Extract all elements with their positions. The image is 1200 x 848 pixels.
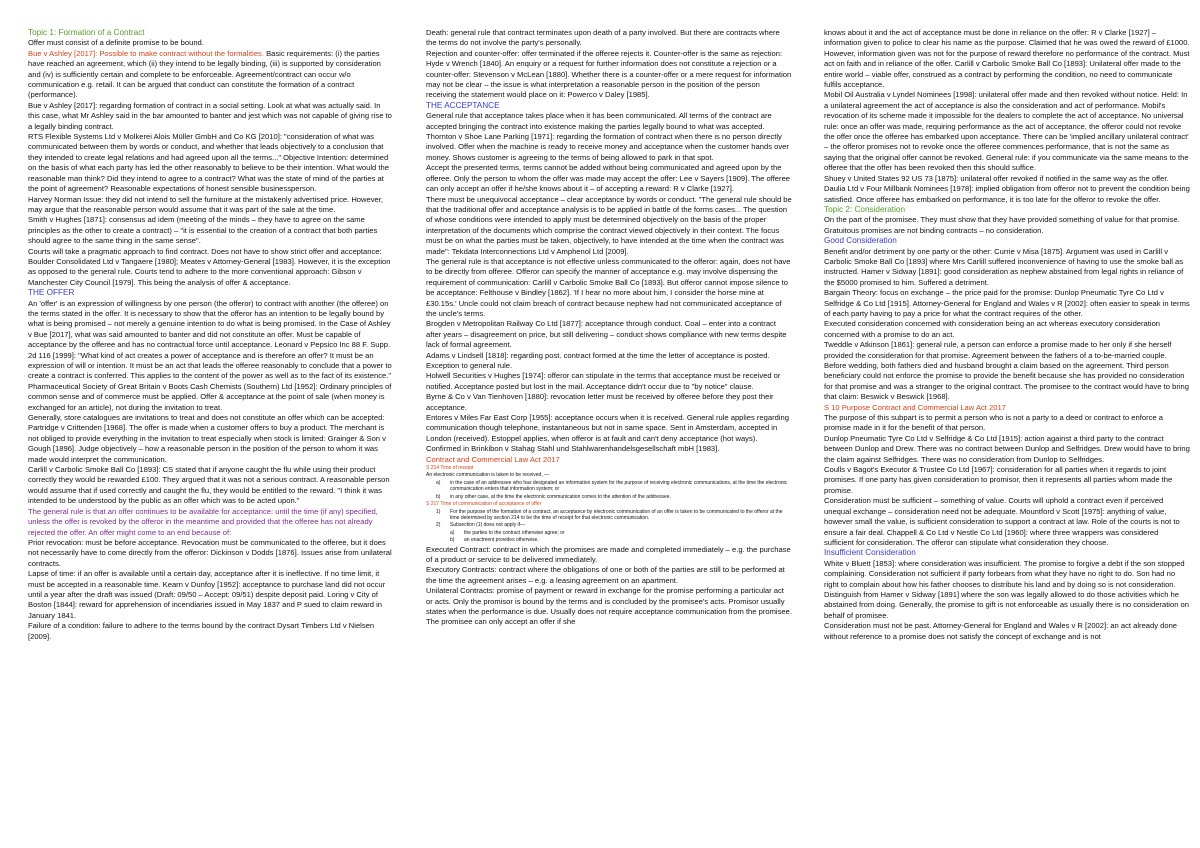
paragraph: Mobil Oil Australia v Lyndel Nominees [1998]: unilateral offer made and then revoked without notice. Held: In a unilateral agreement the act of acceptance is also the consideration and act of performance. Mobil's revocation of its scheme made it impossible for the dealers to complete the act of acceptance. No universal rule: once an offer was made, requiring performance as the act of acceptance, the offeror could not revoke the offer once the offeree has embarked upon acceptance. There can be 'implied ancillary unilateral contract' – the offeror promises not to revoke once the offeree commences performance, that is not the same as saying that the original offer cannot be revoked. General rule: if you communicate via the same means to the offeree that the offer has been revoked then this should suffice. [824,90,1189,173]
statute-clause: a) in the case of an addressee who has designated an information system for the purpose of receiving electronic communications, at the time the electronic communication enters that information system; or [436,479,788,493]
column-right [824,28,1190,842]
paragraph: Bargain Theory: focus on exchange – the price paid for the promise: Dunlop Pneumatic Tyre Co Ltd v Selfridge & Co Ltd [1915]. Attorney-General for England and Wales v R [2002]: often easier to speak in terms of each party having to pay a price for what the contract requires of the other. [824,288,1190,318]
paragraph: Pharmaceutical Society of Great Britain v Boots Cash Chemists (Southern) Ltd [1952]: Ordinary principles of common sense and of commerce must be applied. Offer & acceptance at the point of sale (when money is exchanged for an article), not during the invitation to treat. [28,381,392,412]
column-left [28,28,394,842]
paragraph: Unilateral Contracts: promise of payment or reward in exchange for the promise performing a particular act or acts. Only the promisor is bound by the terms and is concluded by the promisee's acts. Promisor usually states when the performance is due. Usually does not require acceptance communication from the promisee. The promisee can only accept an offer if she [426,586,792,627]
paragraph: Executory Contracts: contract where the obligations of one or both of the parties are still to be performed at the time the agreement arises – e.g. a leasing agreement on an apartment. [426,565,785,585]
paragraph: The general rule is that acceptance is not effective unless communicated to the offeror: again, does not have to be directly from offeree. Offeror can specify the manner of acceptance e.g. may involve dispensing the requirement of communication: Carlill v Carbolic Smoke Ball Co [1893]. But offeror cannot impose silence to be acceptance: Felthouse v Bindley [1862]. 'If I hear no more about him, I consider the horse mine at £30.15s.' Uncle could not claim breach of contract because nephew had not communicated acceptance of the uncle's terms. [426,256,791,318]
paragraph: Offer must consist of a definite promise to be bound. [28,38,204,48]
paragraph: Carlill v Carbolic Smoke Ball Co [1893]: CS stated that if anyone caught the flu while using their product correctly they would be rewarded £100. They argued that it was not a serious contract. A reasonable person would assume that if used correctly and caught the flu, they would be entitled to the reward. "I think it was intended to be understood by the public as an offer which was to be acted upon." [28,465,390,506]
paragraph: On the part of the promisee. They must show that they have provided something of value for that promise. Gratuitous promises are not binding contracts – no consideration. [824,215,1180,235]
paragraph: Executed consideration concerned with consideration being an act whereas executory consideration concerned with a promise to do an act. [824,319,1161,339]
paragraph: Smith v Hughes [1871]: consensus ad idem (meeting of the minds – they have to agree on the same principles as the other to create a contract) – "it is essential to the creation of a contract that both parties should agree to the same thing in the same sense". [28,215,378,246]
paragraph: Harvey Norman Issue: they did not intend to sell the furniture at the mistakenly advertised price. However, may argue that the reasonable person would assume that it was part of the sale at the time. [28,194,383,214]
paragraph: Lapse of time: if an offer is available until a certain day, acceptance after it is ineffective. If no time limit, it must be accepted in a reasonable time. Kearn v Dunfoy [1952]: acceptance to purchase land did not occur until a year after the draft was issued (Draft: 09/50 – Accept: 09/51) despite deposit paid. Loring v City of Boston [1844]: reward for apprehension of incendiaries issued in May 1837 and P sued to claim reward in January 1841. [28,569,386,620]
case-citation: Bue v Ashley [2017]: [28,48,100,58]
statute-clause: 1) For the purpose of the formation of a contract, an acceptance by electronic communication of an offer is taken to be communicated to the offeror at the time determined by section 214 to be the time of receipt for that electronic communication. [436,508,783,521]
statute-subclause: b) an enactment provides otherwise. [450,537,539,544]
paragraph: Byrne & Co v Van Tienhoven [1880]: revocation letter must be received by offeree before they post their acceptance. [426,392,774,412]
statute-text: An electronic communication is taken to be received, — [426,472,550,479]
paragraph: Executed Contract: contract in which the promises are made and completed immediately – e.g. the purchase of a product or service to be delivered immediately. [426,544,791,564]
paragraph: Death: general rule that contract terminates upon death of a party involved. But there are contracts where the terms do not involve the party's personally. [426,28,780,48]
paragraph: Thornton v Shoe Lane Parking [1971]: regarding the formation of contract when there is no person directly involved. Offer when the machine is ready to receive money and acceptance when the customer hands over money. Shows customer is agreeing to the terms of being allowed to park in that spot. [426,132,789,162]
paragraph: Rejection and counter-offer: offer terminated if the offeree rejects it. Counter-offer is the same as rejection: Hyde v Wrench [1840]. An enquiry or a request for further information does not constitute a rejection or a counter-offer: Stevenson v McLean [1880]. Whether there is a counter-offer or a mere request for information may not be clear – the issue is what interpretation a reasonable person in the position of the person receiving the statement would place on it: Powerco v Daley [1985]. [426,48,792,100]
paragraph: There must be unequivocal acceptance – clear acceptance by words or conduct. "The general rule should be that the traditional offer and acceptance analysis is to be applied in battle of the forms cases... The question of whose conditions were intended to apply must be determined objectively on the basis of the proper interpretation of the documents which comprise the contract viewed objectively in their context. The focus must be on what the parties must be taken, objectively, to have intended at the time when the contract was made": Tekdata Interconnections Ltd v Amphenol Ltd [2009]. [426,194,792,256]
paragraph: RTS Flexible Systems Ltd v Molkerei Alois Müller GmbH and Co KG [2010]: "consideration of what was communicated between them by words or conduct, and whether that leads objectively to a conclusion that they intended to create legal relations and had agreed upon all the terms..." Objective Intention: determined on the basis of what each party has led the other reasonably to believe to be their intention. What would the reasonable man think? Did they intend to agree to a contract? What was the state of mind of the parties at the point of agreement? Reasonable expectations of honest sensible businessperson. [28,132,389,194]
paragraph: Holwell Securities v Hughes [1974]: offeror can stipulate in the terms that acceptance must be received or notified. Acceptance posted but lost in the mail. Acceptance didn't occur due to "by notice" clause. [426,371,781,391]
act-heading: Contract and Commercial Law Act 2017 [426,454,560,464]
paragraph: knows about it and the act of acceptance must be done in reliance on the offer: R v Clarke [1927] – information given to police to clear his name as the purpose. Claimed that he was owed the reward of £1000. However, information given was not for the purpose of reward therefore no performance of the contract. Must act on faith and in reliance of the offer. Carlill v Carbolic Smoke Ball Co [1893]: Unilateral offer made to the entire world – viable offer, construed as a contract by performing the condition, no need to communicate fulfils acceptance. [824,28,1190,90]
paragraph: Failure of a condition: failure to adhere to the terms bound by the contract Dysart Timbers Ltd v Nielsen [2009]. [28,621,375,641]
paragraph: Dunlop Pneumatic Tyre Co Ltd v Selfridge & Co Ltd [1915]: action against a third party to the contract between Dunlop and Drew. There was no contract between Dunlop and Selfridges. Drew would have to bring the claim against Selfridges. There was no consideration from Dunlop to Selfridges. [824,433,1190,464]
paragraph [28,49,394,101]
paragraph: Shuey v United States 92 US 73 [1875]: unilateral offer revoked if notified in the same way as the offer. [824,173,1169,183]
paragraph-body: Basic requirements: (i) the parties have reached an agreement, which (ii) they intend to be legally binding, (iii) is supported by consideration and (iv) is sufficiently certain and complete to be enforceable. Agreement/contract can occur w/o communication e.g. retail. It can be argued that conduct can constitute the formation of a contract (performance). [28,48,381,100]
paragraph: An 'offer' is an expression of willingness by one person (the offeror) to contract with another (the offeree) on the terms stated in the offer. It is necessary to show that the offeror has an intention to be legally bound by what is being promised – not merely a genuine intention to do what is being promised. In the Case of Ashley v Bue [2017], what was said amounted to banter and did not constitute an offer. Must be capable of acceptance by the offeree and has no contractual force until acceptance. Leonard v Pepsico Inc 88 F. Supp. 2d 116 [1999]: "What kind of act creates a power of acceptance and is therefore an offer? It must be an expression of will or intention. It must be an act that leads the offeree reasonably to conclude that a power to create a contract is conferred. This applies to the content of the power as well as to the fact of its existence." [28,298,392,381]
act-heading: S 10 Purpose Contract and Commercial Law Act 2017 [824,402,1006,412]
paragraph: Generally, store catalogues are invitations to treat and does not constitute an offer which can be accepted: Partridge v Crittenden [1968]. The offer is made when a customer offers to buy a product. The merchant is not obliged to provide everything in the invitation to treat especially when stock is limited: Grainger & Son v Gough [1896]. Judge objectively – how a reasonable person in the position of the person to whom it was made would interpret the communication. [28,413,386,464]
section-heading: THE OFFER [28,288,75,298]
column-middle [426,28,792,842]
statute-section-heading: S 214 Time of receipt [426,465,474,472]
paragraph: Courts will take a pragmatic approach to find contract. Does not have to show strict offer and acceptance: Boulder Consolidated Ltd v Tangaere [1980]; Meates v Attorney-General [1983]. However, it is the exception as opposed to the general rule. Courts tend to adhere to the more conventional approach: Gibson v Manchester City Council [1979]. This being the analysis of offer & acceptance. [28,246,391,287]
paragraph: Daulia Ltd v Four Millbank Nominees [1978]: implied obligation from offeror not to prevent the condition being satisfied. Once offeree has embarked on performance, it is too late for the offeror to revoke the offer. [824,184,1190,204]
statute-clause: 2) Subsection (1) does not apply if— [436,522,526,529]
paragraph: Consideration must not be past. Attorney-General for England and Wales v R [2002]: an act already done without reference to a promise does not satisfy the concept of exchange and is not [824,621,1178,641]
paragraph: Coulls v Bagot's Executor & Trustee Co Ltd [1967]: consideration for all parties when it regards to joint promises. If one party has given consideration to promisor, then it represents all parties whom made the promise. [824,465,1173,495]
paragraph: Consideration must be sufficient – something of value. Courts will uphold a contract even if perceived unequal exchange – consideration need not be adequate. Mountford v Scott [1975]: anything of value, however small the value, is sufficient consideration to support a contract at law. Role of the courts is not to ensure a fair deal. Chappell & Co Ltd v Nestle Co Ltd [1960]: where three wrappers was considered sufficient for consideration. The offeror can stipulate what consideration they choose. [824,496,1180,547]
paragraph: The general rule is that an offer continues to be available for acceptance: until the time (if any) specified, unless the offer is revoked by the offeror in the meantime and provided that the offeree has not already rejected the offer. An offer might come to an end because of: [28,506,378,537]
paragraph: Brogden v Metropolitan Railway Co Ltd [1877]: acceptance through conduct. Coal – enter into a contract after years – disagreement on price, but still delivering – conduct shows compliance with new terms despite lack of formal agreement. [426,319,787,350]
topic-heading: Topic 2: Consideration [824,204,906,214]
paragraph: The purpose of this subpart is to permit a person who is not a party to a deed or contract to enforce a promise made in it for the benefit of that person. [824,413,1163,433]
section-heading: Insufficient Consideration [824,548,916,558]
paragraph: White v Bluett [1853]: where consideration was insufficient. The promise to forgive a debt if the son stopped complaining. Consideration not sufficient if party forbears from what they have no right to do. Son had no right to complain about how his father chooses to distribute his land and by doing so is not consideration. Distinguish from Hamer v Sidway [1891] where the son was legally allowed to do those activities which he abstained from doing. Generally, the promise to gift is not enforceable as usually there is no consideration on behalf of promisee. [824,558,1189,620]
paragraph: Adams v Lindsell [1818]: regarding post. contract formed at the time the letter of acceptance is posted. Exception to general rule. [426,350,770,370]
statute-clause: b) in any other case, at the time the electronic communication comes to the attention of the addressee. [436,493,671,500]
paragraph: Tweddle v Atkinson [1861]: general rule, a person can enforce a promise made to her only if she herself provided the consideration for that promise. Agreement between the fathers of a to-be-married couple. Before wedding, both fathers died and husband brought a claim based on the agreement. Third person beneficiary could not enforce the promise to provide the benefit because she has provided no consideration for that promise and was a stranger to the original contract. The promisee to the contract would have to bring that claim: Beswick v Beswick [1968]. [824,340,1189,402]
section-heading: THE ACCEPTANCE [426,100,500,110]
paragraph: Accept the presented terms, terms cannot be added without being communicated and agreed upon by the offeree. Only the person to whom the offer was made may accept the offer: Lee v Sayers [1909]. The offeree can only accept an offer if he/she knows about it – of accepting a reward: R v Clarke [1927]. [426,163,791,194]
paragraph: General rule that acceptance takes place when it has been communicated. All terms of the contract are accepted bringing the contract into existence making the parties legally bound to what was accepted. [426,111,772,131]
paragraph: Benefit and/or detriment by one party or the other: Currie v Misa [1875]. Argument was used in Carlill v Carbolic Smoke Ball Co [1893] where Mrs Carlill suffered inconvenience of having to use the smoke ball as instructed. Hamer v Sidway [1891]: good consideration as nephew abstained from legal rights in reliance of the $5000 promised to him. Suffered a detriment. [824,246,1184,287]
topic-heading: Topic 1: Formation of a Contract [28,28,145,37]
paragraph: Prior revocation: must be before acceptance. Revocation must be communicated to the offeree, but it does not necessarily have to come directly from the offeror: Dickinson v Dodds [1876]. Issues arise from unilateral contracts. [28,537,392,568]
statute-section-heading: S 217 Time of communication of acceptance of offer [426,501,542,508]
section-heading: Good Consideration [824,236,897,246]
principle: Possible to make contract without the formalities. [99,48,264,58]
paragraph: Bue v Ashley [2017]: regarding formation of contract in a social setting. Look at what was actually said. In this case, what Mr Ashley said in the bar amounted to banter and jest which was not capable of giving rise to a legally binding contract. [28,100,392,131]
statute-subclause: a) the parties to the contract otherwise agree; or [450,529,565,536]
paragraph: Entores v Miles Far East Corp [1955]: acceptance occurs when it is received. General rule applies regarding communication though telephone, instantaneous but not in same space. Sent in Amsterdam, accepted in London (received). Estoppel applies, when offeror is at fault and can't deny acceptance (hot ways). Confirmed in Brinkibon v Stahag Stahl und Stahlwarenhandelsgesellschaft mbH [1983]. [426,413,789,454]
